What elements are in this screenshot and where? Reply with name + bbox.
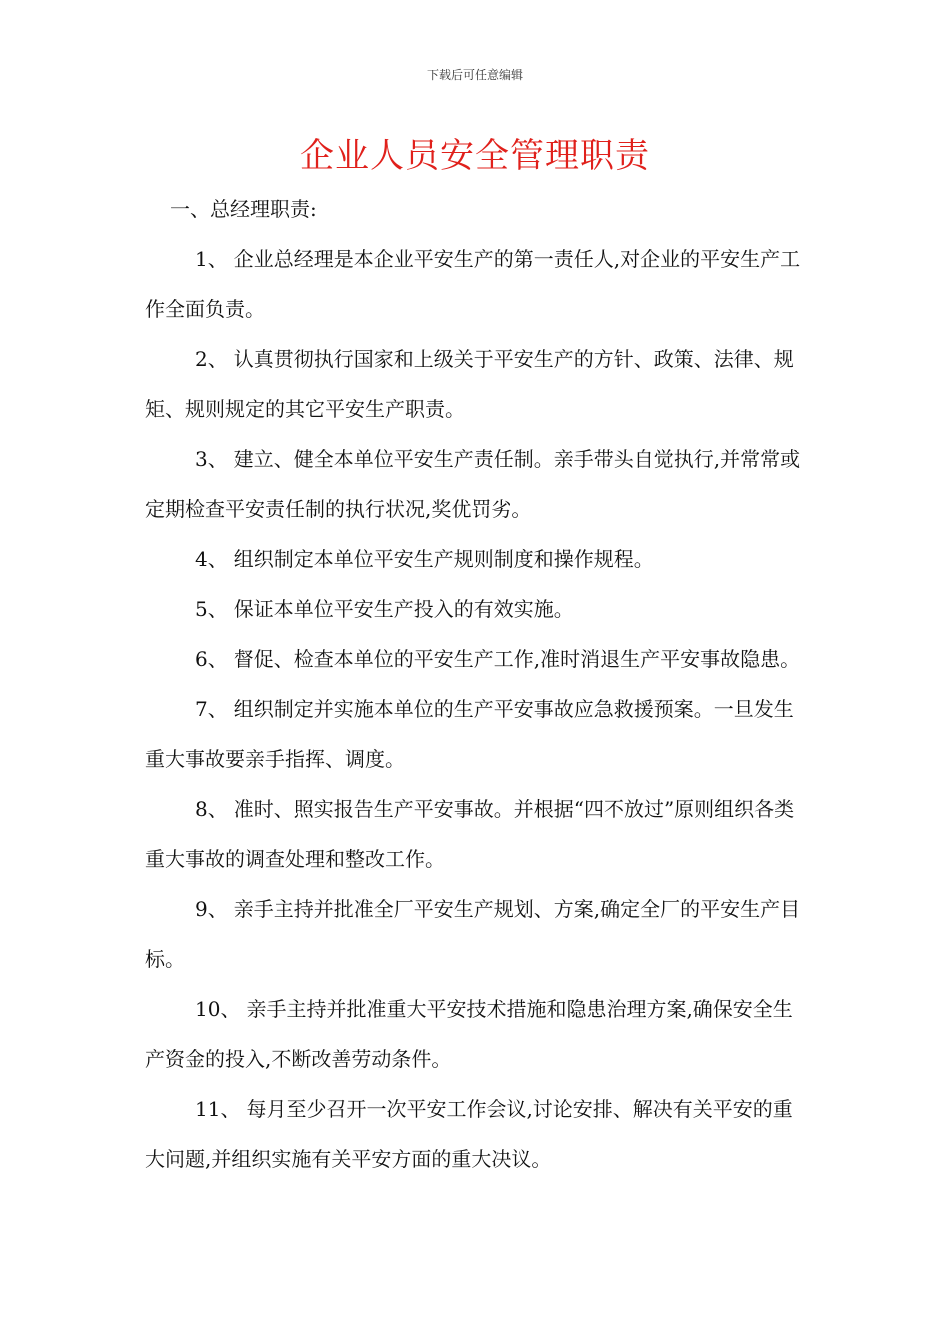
list-item — [145, 334, 810, 434]
item-number: 2、 — [195, 347, 228, 371]
item-number: 8、 — [195, 797, 228, 821]
item-number: 4、 — [195, 547, 228, 571]
list-item — [145, 1084, 810, 1184]
section-heading: 一、总经理职责: — [170, 197, 317, 221]
document-title: 企业人员安全管理职责 — [300, 136, 650, 176]
item-number: 11、 — [195, 1097, 241, 1121]
list-item — [145, 984, 810, 1084]
header-note: 下载后可任意编辑 — [426, 68, 523, 82]
item-text: 组织制定本单位平安生产规则制度和操作规程。 — [233, 547, 654, 571]
item-text: 准时、照实报告生产平安事故。并根据“四不放过”原则组织各类重大事故的调查处理和整改工作。 — [145, 797, 795, 871]
item-text: 督促、检查本单位的平安生产工作,准时消退生产平安事故隐患。 — [233, 647, 801, 671]
item-number: 1、 — [195, 247, 228, 271]
item-text: 建立、健全本单位平安生产责任制。亲手带头自觉执行,并常常或定期检查平安责任制的执行状况,奖优罚劣。 — [145, 447, 801, 521]
item-number: 10、 — [195, 997, 241, 1021]
list-item — [145, 684, 810, 784]
item-text: 保证本单位平安生产投入的有效实施。 — [233, 597, 574, 621]
item-text: 每月至少召开一次平安工作会议,讨论安排、解决有关平安的重大问题,并组织实施有关平安方面的重大决议。 — [145, 1097, 793, 1171]
list-item — [145, 234, 810, 334]
item-number: 7、 — [195, 697, 228, 721]
item-number: 6、 — [195, 647, 228, 671]
item-number: 9、 — [195, 897, 228, 921]
list-item — [145, 534, 810, 584]
item-text: 认真贯彻执行国家和上级关于平安生产的方针、政策、法律、规矩、规则规定的其它平安生产职责。 — [145, 347, 794, 421]
item-text: 亲手主持并批准全厂平安生产规划、方案,确定全厂的平安生产目标。 — [145, 897, 801, 971]
item-text: 组织制定并实施本单位的生产平安事故应急救援预案。一旦发生重大事故要亲手指挥、调度。 — [145, 697, 794, 771]
list-item — [145, 434, 810, 534]
list-item — [145, 634, 810, 684]
list-item — [145, 584, 810, 634]
document-body — [145, 184, 810, 1184]
item-number: 5、 — [195, 597, 228, 621]
list-item — [145, 884, 810, 984]
list-item — [145, 784, 810, 884]
item-text: 亲手主持并批准重大平安技术措施和隐患治理方案,确保安全生产资金的投入,不断改善劳动条件。 — [145, 997, 793, 1071]
item-text: 企业总经理是本企业平安生产的第一责任人,对企业的平安生产工作全面负责。 — [145, 247, 801, 321]
item-number: 3、 — [195, 447, 228, 471]
